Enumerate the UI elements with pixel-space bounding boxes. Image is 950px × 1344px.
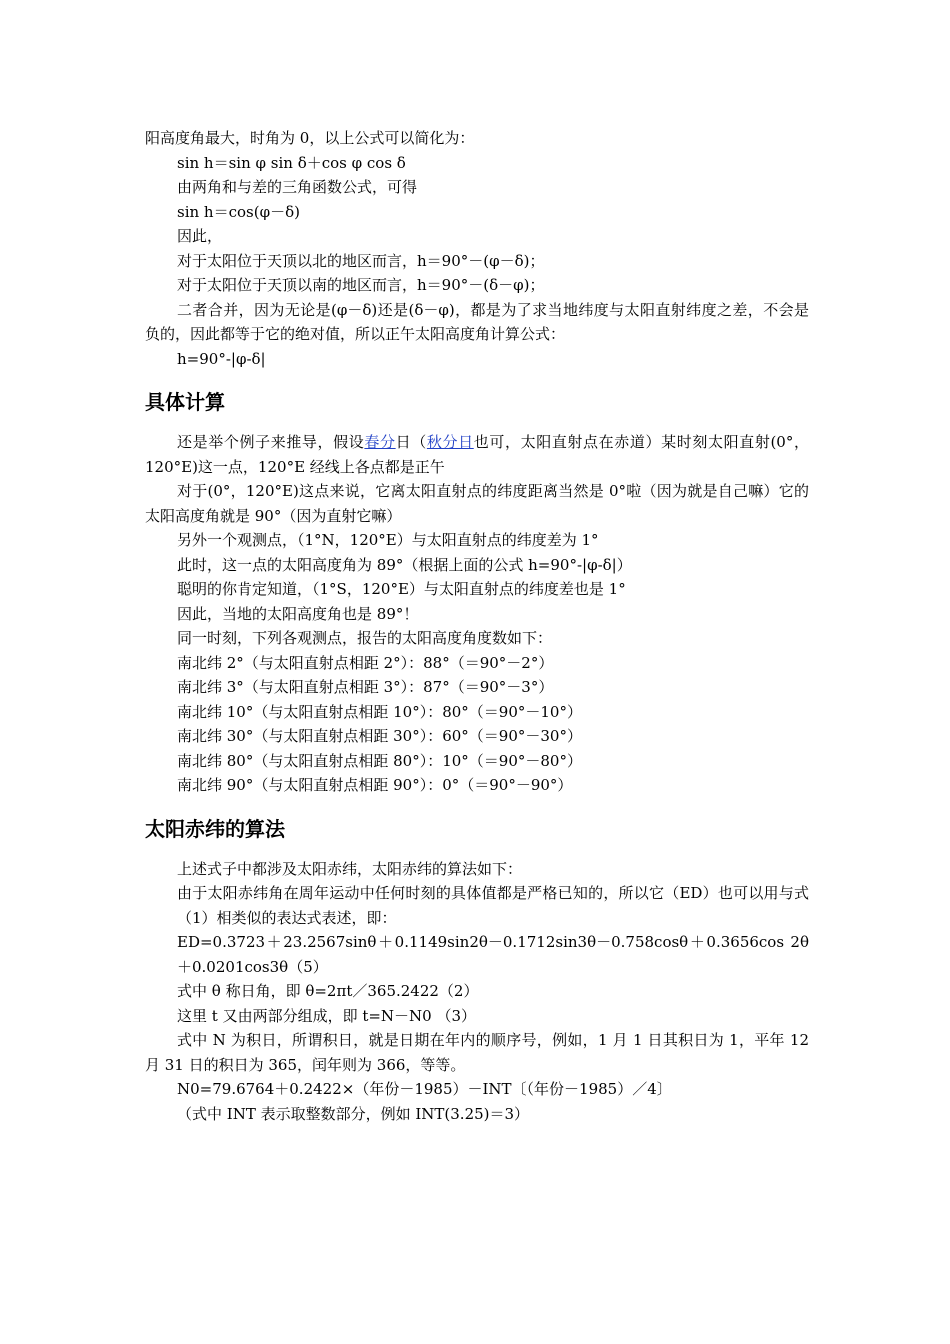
paragraph: （式中 INT 表示取整数部分，例如 INT(3.25)＝3） — [177, 1104, 530, 1123]
formula-line: sin h＝sin φ sin δ＋cos φ cos δ — [177, 153, 406, 172]
paragraph: 由两角和与差的三角函数公式，可得 — [177, 178, 418, 196]
paragraph: 此时，这一点的太阳高度角为 89°（根据上面的公式 h=90°-|φ-δ|） — [177, 555, 632, 574]
paragraph: 二者合并，因为无论是(φ－δ)还是(δ－φ)，都是为了求当地纬度与太阳直射纬度之差，不会是负的，因此都等于它的绝对值，所以正午太阳高度角计算公式： — [145, 300, 809, 343]
paragraph-text: 也可，太阳直射点在赤道）某时刻太阳直射(0°，120°E)这一点，120°E 经线上各点都是正午 — [145, 433, 809, 476]
formula-line: sin h＝cos(φ－δ) — [177, 202, 300, 221]
paragraph: 因此， — [177, 227, 223, 245]
paragraph: 由于太阳赤纬角在周年运动中任何时刻的具体值都是严格已知的，所以它（ED）也可以用与式（1）相类似的表达式表述，即： — [177, 884, 809, 927]
paragraph: 式中 θ 称日角，即 θ=2πt／365.2422（2） — [177, 982, 479, 1000]
paragraph: 聪明的你肯定知道，（1°S，120°E）与太阳直射点的纬度差也是 1° — [177, 580, 626, 598]
paragraph: 这里 t 又由两部分组成，即 t=N－N0 （3） — [177, 1006, 477, 1025]
list-item: 南北纬 90°（与太阳直射点相距 90°）：0°（＝90°－90°） — [177, 776, 573, 794]
paragraph: 因此，当地的太阳高度角也是 89°！ — [177, 604, 419, 623]
list-item: 南北纬 3°（与太阳直射点相距 3°）：87°（＝90°－3°） — [177, 678, 554, 696]
section-heading-calculation: 具体计算 — [145, 390, 225, 414]
paragraph: 对于(0°，120°E)这点来说，它离太阳直射点的纬度距离当然是 0°啦（因为就是自己嘛）它的太阳高度角就是 90°（因为直射它嘛） — [145, 482, 809, 525]
formula-line: ED=0.3723＋23.2567sinθ＋0.1149sin2θ－0.1712sin3θ－0.758cosθ＋0.3656cos 2θ＋0.0201cos3θ（5） — [177, 933, 809, 976]
paragraph: 阳高度角最大，时角为 0，以上公式可以简化为： — [145, 129, 475, 147]
paragraph-text: 还是举个例子来推导，假设 — [177, 433, 365, 451]
formula-line: h=90°-|φ-δ| — [177, 349, 266, 368]
link-autumn-equinox[interactable]: 秋分日 — [426, 433, 474, 451]
paragraph: 上述式子中都涉及太阳赤纬，太阳赤纬的算法如下： — [177, 859, 523, 878]
paragraph: 对于太阳位于天顶以南的地区而言，h＝90°－(δ－φ)； — [177, 276, 545, 294]
link-spring-equinox[interactable]: 春分 — [364, 433, 396, 451]
list-item: 南北纬 30°（与太阳直射点相距 30°）：60°（＝90°－30°） — [177, 727, 582, 745]
formula-line: N0=79.6764＋0.2422×（年份－1985）－INT〔（年份－1985）／4〕 — [177, 1080, 672, 1098]
paragraph: 式中 N 为积日，所谓积日，就是日期在年内的顺序号，例如，1 月 1 日其积日为 1，平年 12 月 31 日的积日为 365，闰年则为 366，等等。 — [145, 1031, 809, 1074]
list-item: 南北纬 2°（与太阳直射点相距 2°）：88°（＝90°－2°） — [177, 653, 554, 672]
document-body — [145, 126, 809, 1126]
paragraph: 对于太阳位于天顶以北的地区而言，h＝90°－(φ－δ)； — [177, 251, 545, 270]
section-heading-declination: 太阳赤纬的算法 — [145, 816, 285, 841]
paragraph-text: 日（ — [395, 433, 427, 451]
paragraph: 另外一个观测点，（1°N，120°E）与太阳直射点的纬度差为 1° — [177, 531, 599, 549]
paragraph: 同一时刻，下列各观测点，报告的太阳高度角度数如下： — [177, 629, 553, 647]
list-item: 南北纬 10°（与太阳直射点相距 10°）：80°（＝90°－10°） — [177, 702, 582, 721]
paragraph — [145, 430, 809, 479]
list-item: 南北纬 80°（与太阳直射点相距 80°）：10°（＝90°－80°） — [177, 751, 582, 770]
